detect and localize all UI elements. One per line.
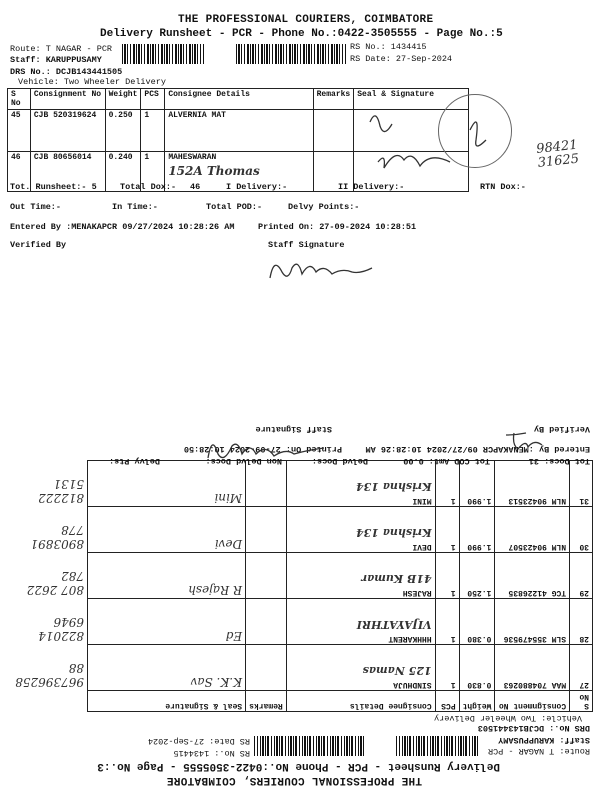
barcode-icon	[236, 44, 346, 64]
col-seal: Seal & Signature	[354, 89, 469, 110]
staff-signature-icon	[200, 428, 350, 468]
handwritten-phone-note: 822014 6946	[38, 615, 84, 644]
table-row	[8, 645, 593, 691]
row-pcs: 1	[435, 507, 459, 553]
row-sno: 31	[570, 461, 593, 507]
row-consignment: NLM 90423507	[495, 507, 570, 553]
rs-date: RS Date: 27-Sep-2024	[147, 736, 250, 746]
row-sno: 46	[8, 152, 31, 192]
consignment-table	[7, 460, 593, 712]
row-sno: 28	[570, 599, 593, 645]
in-time: In Time:-	[112, 202, 158, 212]
row-seal: Ed	[87, 599, 245, 645]
row-consignment: SLM 355479536	[495, 599, 570, 645]
company-name: THE PROFESSIONAL COURIERS, COIMBATORE	[178, 14, 434, 26]
row-consignment: NLM 90423513	[495, 461, 570, 507]
barcode-icon	[122, 44, 204, 64]
row-consignee-name: MAHESWARAN	[168, 153, 217, 162]
row-consignment: MAA 704880263	[495, 645, 570, 691]
tot-cod: Tot COD Amt: 0.00	[403, 456, 490, 466]
row-weight: 0.830	[459, 645, 495, 691]
barcode-icon	[396, 736, 478, 756]
vehicle-label: Vehicle: Two Wheeler Delivery	[18, 77, 166, 87]
row-consignee-name: RAJESH	[402, 588, 432, 597]
table-row	[8, 599, 593, 645]
verified-by: Verified By	[10, 240, 67, 250]
entered-by: Entered By :MENAKAPCR 09/27/2024 10:28:26 AM	[365, 444, 590, 454]
runsheet-title: Delivery Runsheet - PCR - Phone No.:0422-3505555 - Page No.:5	[100, 28, 503, 40]
rtn-dox: RTN Dox:-	[480, 182, 526, 192]
row-sno: 27	[570, 645, 593, 691]
handwritten-phone-note: 8903891 778	[30, 523, 84, 552]
col-remarks: Remarks	[246, 691, 287, 712]
row-seal: R Rajesh	[87, 553, 245, 599]
row-pcs: 1	[435, 461, 459, 507]
row-weight: 1.990	[459, 461, 495, 507]
col-weight: Weight	[105, 89, 141, 110]
row-weight: 0.240	[105, 152, 141, 192]
delvy-points: Delvy Points:-	[288, 202, 360, 212]
ii-delivery: II Delivery:-	[338, 182, 405, 192]
total-dox-label: Total Dox:-	[120, 182, 177, 192]
col-sno: S No	[8, 89, 31, 110]
staff-signature-label: Staff Signature	[255, 424, 332, 434]
col-consignee: Consignee Details	[165, 89, 313, 110]
handwritten-address: 125 Namas	[362, 664, 432, 677]
row-consignee-name: MINI	[412, 496, 432, 505]
row-pcs: 1	[141, 152, 165, 192]
handwritten-address: Krishna 134	[355, 480, 432, 493]
handwritten-phone-note: 967396258 88	[15, 661, 84, 690]
row-seal: Mini	[87, 461, 245, 507]
row-remarks	[246, 599, 287, 645]
row-consignee: ALVERNIA MAT	[165, 110, 313, 152]
verifier-signature-icon	[500, 425, 560, 455]
row-consignee-name: HHHKARENT	[388, 634, 432, 643]
row-weight: 1.990	[459, 507, 495, 553]
runsheet-title: Delivery Runsheet - PCR - Phone No.:0422-3505555 - Page No.:3	[97, 760, 500, 772]
out-time: Out Time:-	[10, 202, 62, 212]
delvd-docs: Delvd Docs:	[311, 456, 368, 466]
delvy-pts: Delvy Pts:	[108, 456, 160, 466]
col-remarks: Remarks	[313, 89, 354, 110]
handwritten-address: VIJAYATHRI	[356, 618, 432, 631]
row-sno: 30	[570, 507, 593, 553]
handwritten-address: Krishna 134	[355, 526, 432, 539]
row-sno: 45	[8, 110, 31, 152]
drs-label: DRS No.: DCJB143441503	[477, 723, 590, 733]
col-consignee: Consignee Details	[286, 691, 435, 712]
rs-number: RS No.: 1434415	[350, 42, 427, 52]
row-weight: 1.250	[459, 553, 495, 599]
tot-docs: Tot Docs: 31	[528, 456, 590, 466]
col-weight: Weight	[459, 691, 495, 712]
i-delivery: I Delivery:-	[226, 182, 288, 192]
total-pod: Total POD:-	[206, 202, 263, 212]
entered-by: Entered By :MENAKAPCR 09/27/2024 10:28:26 AM	[10, 222, 235, 232]
vehicle-label: Vehicle: Two Wheeler Delivery	[434, 713, 582, 723]
row-sno: 29	[570, 553, 593, 599]
row-weight: 0.380	[459, 599, 495, 645]
staff-signature-icon	[262, 250, 402, 286]
row-consignee	[286, 553, 435, 599]
row-weight: 0.250	[105, 110, 141, 152]
row-consignment: CJB 520319624	[30, 110, 105, 152]
tot-runsheet: Tot. Runsheet:- 5	[10, 182, 97, 192]
printed-on: Printed On: 27-09-2024 10:28:50	[183, 444, 342, 454]
col-seal: Seal & Signature	[87, 691, 245, 712]
row-consignment: CJB 80656014	[30, 152, 105, 192]
row-consignee	[286, 645, 435, 691]
col-pcs: PCS	[141, 89, 165, 110]
route-label: Route: T NAGAR - PCR	[487, 746, 590, 756]
table-row	[8, 507, 593, 553]
row-remarks	[246, 507, 287, 553]
col-pcs: PCS	[435, 691, 459, 712]
row-seal: K.K. Sav	[87, 645, 245, 691]
handwritten-phone-note: 807 2622 782	[26, 569, 84, 598]
staff-signature-label: Staff Signature	[268, 240, 345, 250]
table-row	[8, 553, 593, 599]
row-pcs: 1	[435, 599, 459, 645]
row-consignee-name: DEVI	[412, 542, 432, 551]
row-consignee	[286, 599, 435, 645]
row-remarks	[246, 553, 287, 599]
handwritten-address: 41B Kumar	[361, 572, 432, 585]
route-label: Route: T NAGAR - PCR	[10, 44, 113, 54]
rs-date: RS Date: 27-Sep-2024	[350, 54, 453, 64]
staff-label: Staff: KARUPPUSAMY	[498, 735, 590, 745]
handwritten-phone-note: 98421 31625	[535, 137, 580, 171]
row-remarks	[313, 110, 354, 152]
row-consignment: TCG 41226835	[495, 553, 570, 599]
col-consignment: Consignment No	[495, 691, 570, 712]
staff-label: Staff: KARUPPUSAMY	[10, 55, 102, 65]
table-header-row	[8, 691, 593, 712]
printed-on: Printed On: 27-09-2024 10:28:51	[258, 222, 417, 232]
delivery-signature-icon	[360, 100, 560, 190]
drs-label: DRS No.: DCJB143441505	[10, 67, 123, 77]
col-sno: S No	[570, 691, 593, 712]
rs-number: RS No.: 1434415	[173, 748, 250, 758]
row-remarks	[246, 645, 287, 691]
row-pcs: 1	[435, 645, 459, 691]
company-name: THE PROFESSIONAL COURIERS, COIMBATORE	[166, 774, 422, 786]
row-seal: Devi	[87, 507, 245, 553]
total-dox-value: 46	[190, 182, 201, 192]
handwritten-address: 152A Thomas	[168, 164, 260, 178]
row-pcs: 1	[141, 110, 165, 152]
non-delvd-docs: Non Delvd Docs:	[205, 456, 282, 466]
col-consignment: Consignment No	[30, 89, 105, 110]
handwritten-phone-note: 812222 5131	[38, 477, 84, 506]
row-consignee-name: SINDHUJA	[393, 680, 432, 689]
verified-by: Verified By	[533, 424, 590, 434]
row-pcs: 1	[435, 553, 459, 599]
row-consignee	[286, 507, 435, 553]
barcode-icon	[254, 736, 364, 756]
col-notes	[8, 691, 88, 712]
